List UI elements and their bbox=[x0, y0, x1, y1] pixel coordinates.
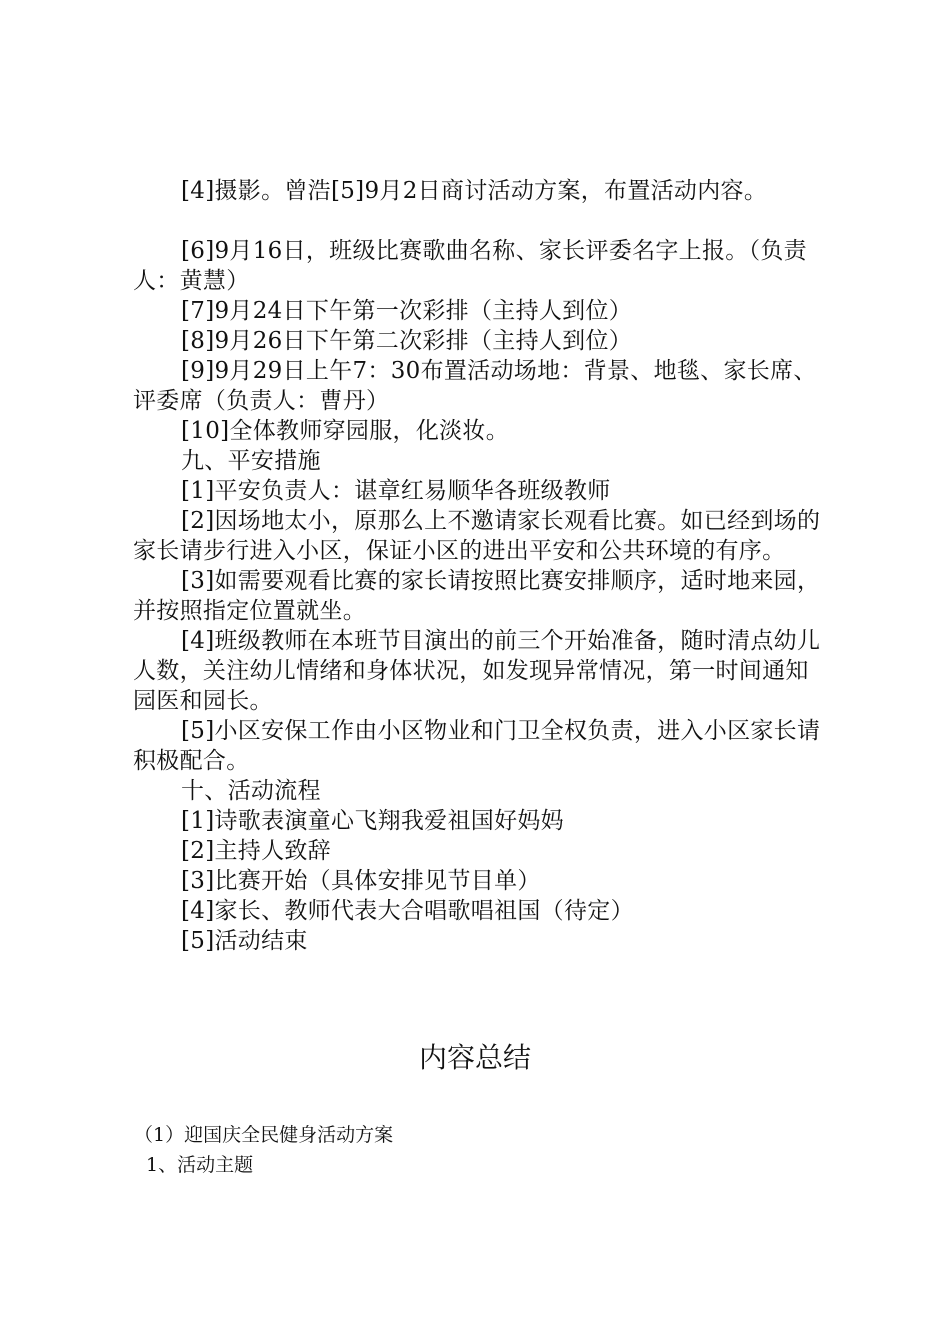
paragraph: [4]摄影。曾浩[5]9月2日商讨活动方案，布置活动内容。 bbox=[181, 178, 768, 204]
paragraph: [3]如需要观看比赛的家长请按照比赛安排顺序，适时地来园，并按照指定位置就坐。 bbox=[133, 568, 821, 624]
paragraph: [4]班级教师在本班节目演出的前三个开始准备，随时清点幼儿人数，关注幼儿情绪和身体状况，如发现异常情况，第一时间通知园医和园长。 bbox=[133, 628, 821, 714]
summary-line: （1）迎国庆全民健身活动方案 bbox=[134, 1124, 394, 1146]
paragraph: [2]主持人致辞 bbox=[181, 838, 331, 864]
paragraph: [10]全体教师穿园服，化淡妆。 bbox=[181, 418, 510, 444]
paragraph: [5]活动结束 bbox=[181, 928, 308, 954]
paragraph: [1]诗歌表演童心飞翔我爱祖国好妈妈 bbox=[181, 808, 564, 834]
section-heading: 九、平安措施 bbox=[181, 448, 321, 474]
paragraph: [6]9月16日，班级比赛歌曲名称、家长评委名字上报。（负责人：黄慧） bbox=[133, 238, 807, 294]
paragraph: [1]平安负责人：谌章红易顺华各班级教师 bbox=[181, 478, 611, 504]
document-body bbox=[133, 176, 823, 956]
summary-title: 内容总结 bbox=[418, 1041, 531, 1074]
paragraph: [8]9月26日下午第二次彩排（主持人到位） bbox=[181, 328, 633, 354]
paragraph: [2]因场地太小，原那么上不邀请家长观看比赛。如已经到场的家长请步行进入小区，保证小区的进出平安和公共环境的有序。 bbox=[133, 508, 821, 564]
section-heading: 十、活动流程 bbox=[181, 778, 321, 804]
paragraph: [7]9月24日下午第一次彩排（主持人到位） bbox=[181, 298, 633, 324]
paragraph: [9]9月29日上午7：30布置活动场地：背景、地毯、家长席、评委席（负责人：曹丹） bbox=[133, 358, 817, 414]
paragraph: [4]家长、教师代表大合唱歌唱祖国（待定） bbox=[181, 898, 634, 924]
summary-line: 1、活动主题 bbox=[146, 1154, 254, 1176]
summary-section bbox=[134, 1120, 824, 1180]
paragraph: [5]小区安保工作由小区物业和门卫全权负责，进入小区家长请积极配合。 bbox=[133, 718, 821, 774]
paragraph: [3]比赛开始（具体安排见节目单） bbox=[181, 868, 541, 894]
